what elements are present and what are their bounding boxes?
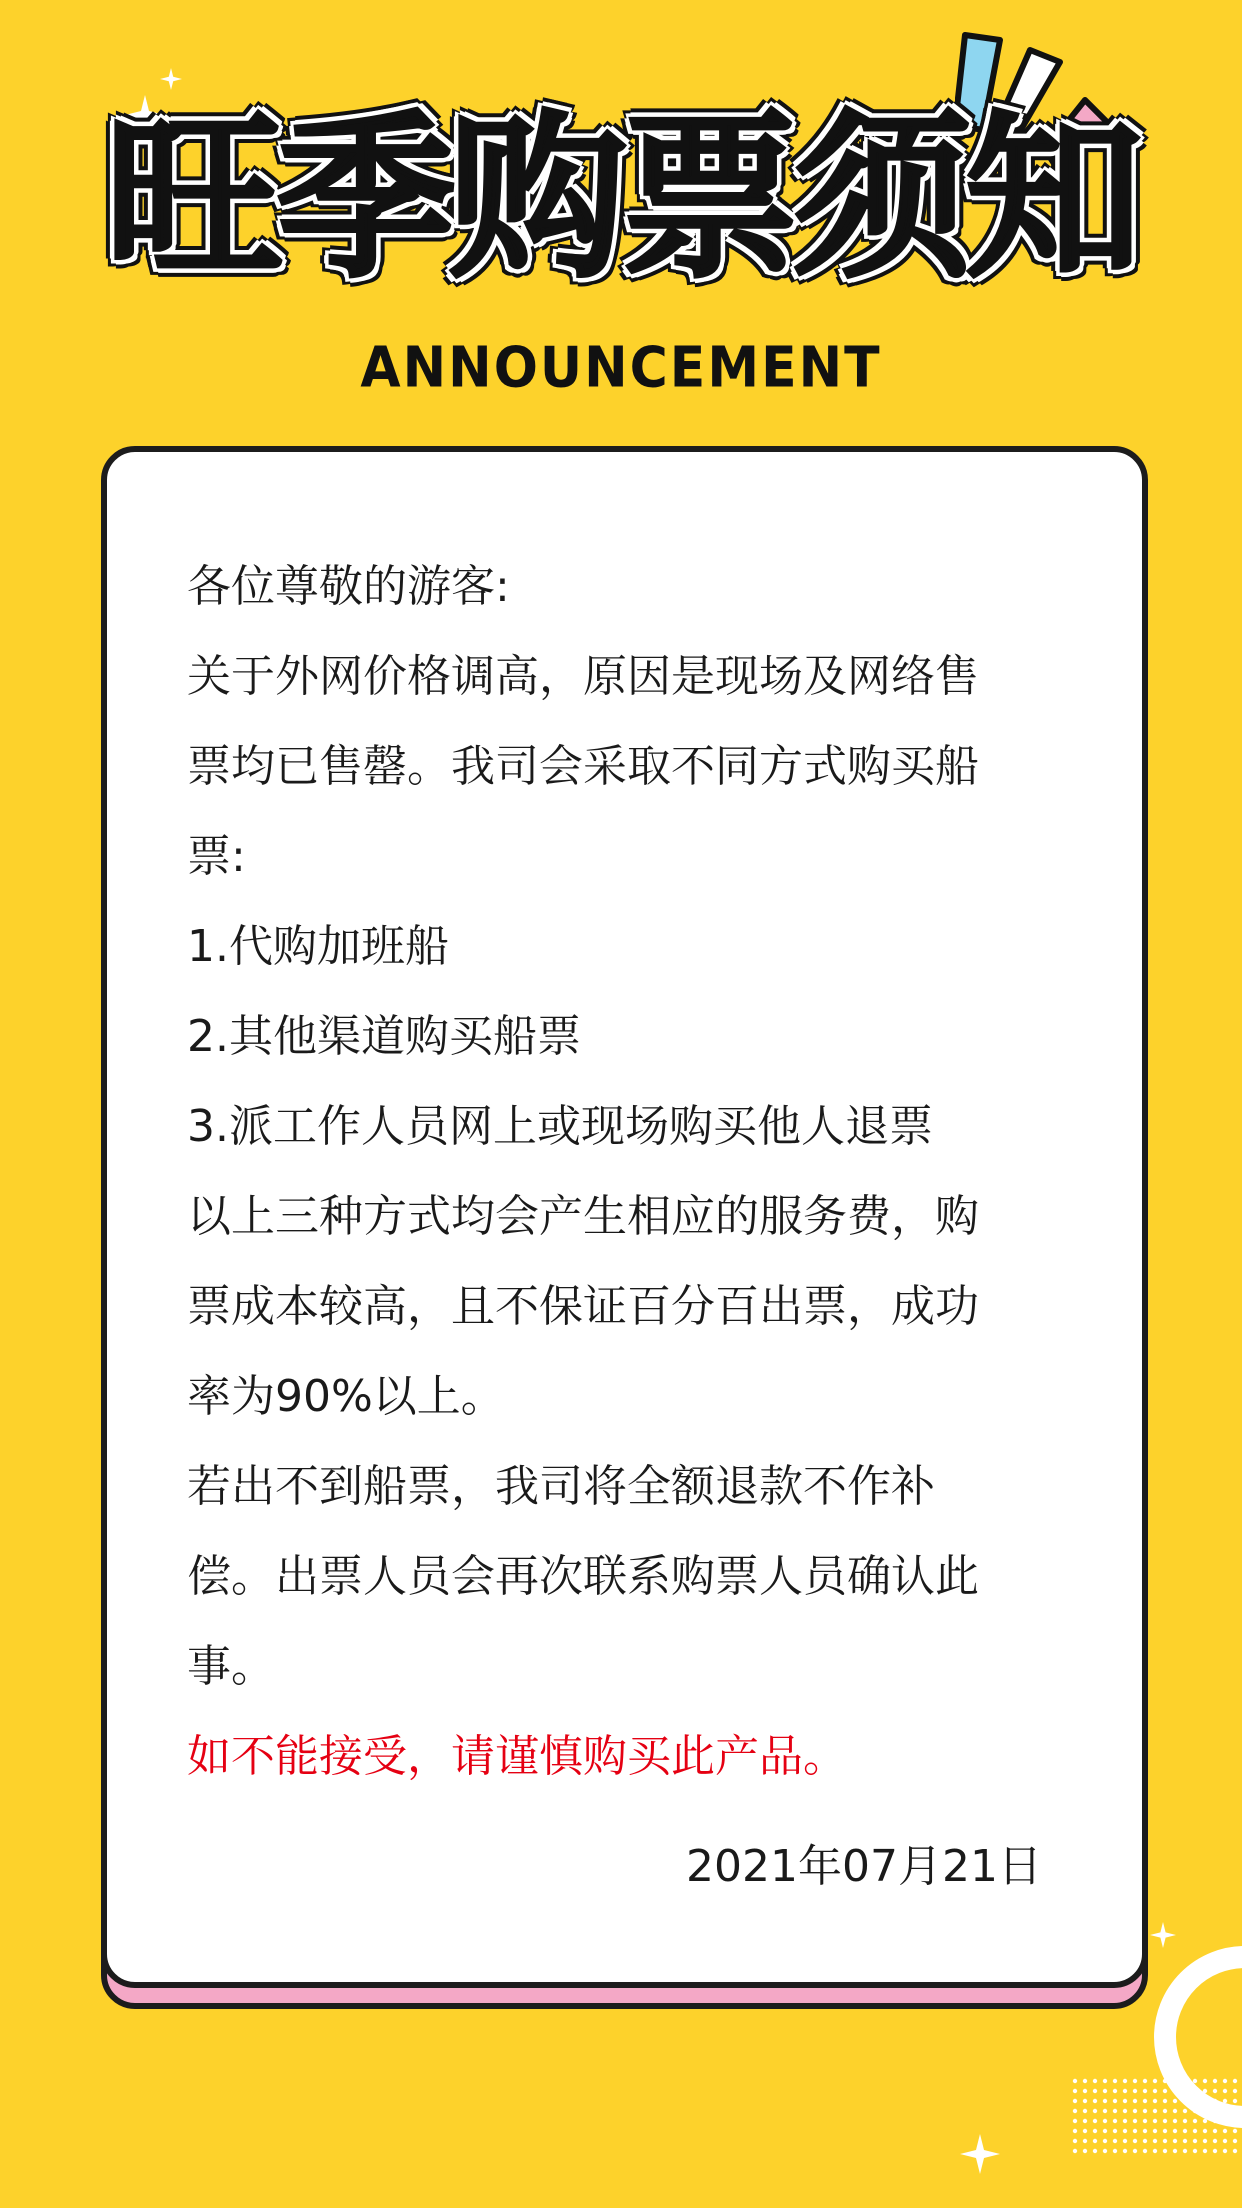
paragraph-line: 票成本较高，且不保证百分百出票，成功 bbox=[187, 1281, 979, 1332]
paragraph-line: 率为90%以上。 bbox=[187, 1371, 505, 1422]
page-title: 旺季购票须知 bbox=[105, 95, 1137, 302]
list-item: 1.代购加班船 bbox=[187, 921, 449, 972]
paragraph-line: 事。 bbox=[187, 1641, 275, 1692]
paragraph-line: 关于外网价格调高，原因是现场及网络售 bbox=[187, 651, 979, 702]
page-subtitle: ANNOUNCEMENT bbox=[360, 335, 882, 401]
paragraph-line: 以上三种方式均会产生相应的服务费，购 bbox=[187, 1191, 979, 1242]
notice-content bbox=[187, 542, 1067, 1802]
greeting: 各位尊敬的游客: bbox=[187, 561, 510, 612]
title-container bbox=[0, 95, 1242, 302]
warning-text: 如不能接受，请谨慎购买此产品。 bbox=[187, 1731, 847, 1782]
dot-grid-icon bbox=[1072, 2078, 1242, 2158]
notice-card bbox=[101, 446, 1148, 1988]
sparkle-icon bbox=[160, 68, 182, 90]
sparkle-icon bbox=[960, 2134, 1000, 2174]
paragraph-line: 票: bbox=[187, 831, 246, 882]
list-item: 2.其他渠道购买船票 bbox=[187, 1011, 581, 1062]
paragraph-line: 偿。出票人员会再次联系购票人员确认此 bbox=[187, 1551, 979, 1602]
list-item: 3.派工作人员网上或现场购买他人退票 bbox=[187, 1101, 933, 1152]
paragraph-line: 票均已售罄。我司会采取不同方式购买船 bbox=[187, 741, 979, 792]
notice-date: 2021年07月21日 bbox=[686, 1841, 1042, 1892]
paragraph-line: 若出不到船票，我司将全额退款不作补 bbox=[187, 1461, 935, 1512]
